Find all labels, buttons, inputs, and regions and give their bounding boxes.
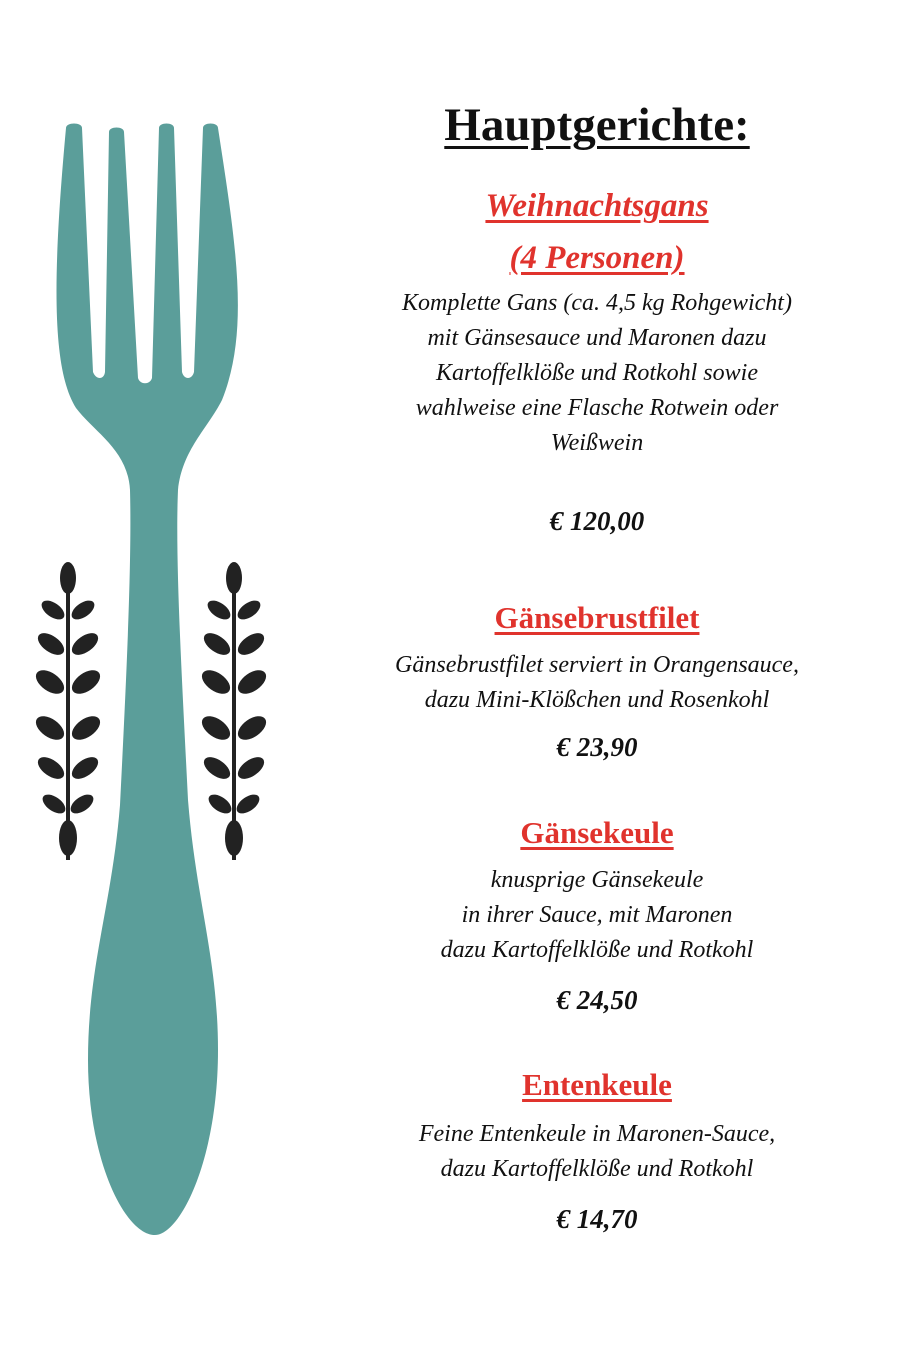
decoration (0, 0, 300, 1372)
dish-item (352, 814, 842, 1017)
special-dish-price: € 120,00 (549, 505, 645, 536)
dish-price: € 14,70 (556, 1204, 638, 1235)
page-title: Hauptgerichte: (444, 99, 750, 151)
sprig-right-icon (198, 562, 271, 860)
dish-item (352, 599, 842, 764)
dish-title: Entenkeule (522, 1067, 672, 1103)
special-dish-title: Weihnachtsgans (485, 187, 709, 224)
dish-title: Gänsebrustfilet (494, 600, 700, 636)
description-line: wahlweise eine Flasche Rotwein oder (415, 394, 779, 421)
dish-title: Gänsekeule (520, 814, 674, 850)
special-dish-description (352, 286, 842, 461)
description-line: Gänsebrustfilet serviert in Orangensauce, (395, 652, 799, 679)
description-line: Weißwein (550, 429, 644, 456)
dish-price: € 24,50 (556, 984, 638, 1015)
sprig-left-icon (32, 562, 105, 860)
description-line: mit Gänsesauce und Maronen dazu (427, 324, 767, 351)
special-dish-subtitle: (4 Personen) (509, 239, 685, 276)
description-line: dazu Kartoffelklöße und Rotkohl (440, 936, 754, 963)
description-line: in ihrer Sauce, mit Maronen (461, 901, 733, 928)
description-line: Komplette Gans (ca. 4,5 kg Rohgewicht) (402, 289, 792, 316)
description-line: dazu Mini-Klößchen und Rosenkohl (424, 687, 770, 714)
description-line: knusprige Gänsekeule (490, 866, 704, 893)
special-dish (352, 180, 842, 537)
dish-description (352, 1117, 842, 1187)
description-line: dazu Kartoffelklöße und Rotkohl (440, 1156, 754, 1183)
dish-price: € 23,90 (556, 732, 638, 763)
menu-section (352, 100, 842, 1236)
dish-item (352, 1066, 842, 1236)
description-line: Feine Entenkeule in Maronen-Sauce, (418, 1121, 776, 1148)
dish-description (352, 863, 842, 968)
dish-description (352, 648, 842, 718)
description-line: Kartoffelklöße und Rotkohl sowie (436, 359, 758, 386)
